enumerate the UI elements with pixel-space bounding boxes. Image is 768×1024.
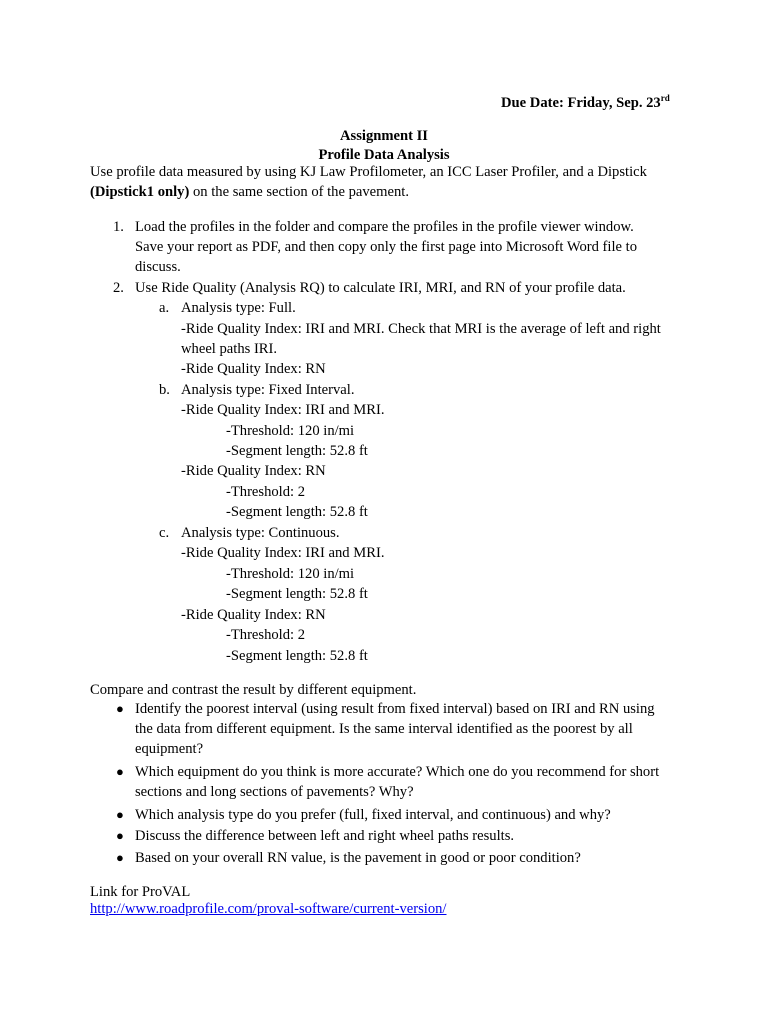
substep-c-line-1: -Ride Quality Index: IRI and MRI.: [181, 545, 385, 561]
substep-c-letter: c.: [159, 525, 170, 541]
bullet-1-line-1: Identify the poorest interval (using result from fixed interval) based on IRI and RN using: [135, 701, 655, 717]
substep-c-line-6: -Segment length: 52.8 ft: [226, 648, 368, 664]
step-2-line-1: Use Ride Quality (Analysis RQ) to calculate IRI, MRI, and RN of your profile data.: [135, 280, 626, 296]
substep-a-title: Analysis type: Full.: [181, 300, 296, 316]
substep-b-line-3: -Segment length: 52.8 ft: [226, 443, 368, 459]
substep-c-line-4: -Ride Quality Index: RN: [181, 607, 326, 623]
bullet-2-dot: ●: [116, 764, 124, 779]
bullet-3-line-1: Which analysis type do you prefer (full, fixed interval, and continuous) and why?: [135, 807, 611, 823]
substep-a-line-3: -Ride Quality Index: RN: [181, 361, 326, 377]
step-1-number: 1.: [113, 219, 124, 235]
assignment-subtitle: Profile Data Analysis: [318, 147, 450, 163]
substep-b-line-5: -Threshold: 2: [226, 484, 306, 500]
proval-label: Link for ProVAL: [90, 884, 191, 900]
substep-c-line-3: -Segment length: 52.8 ft: [226, 586, 368, 602]
bullet-1-line-2: the data from different equipment. Is the same interval identified as the poorest by all: [135, 721, 633, 737]
step-1-line-1: Load the profiles in the folder and compare the profiles in the profile viewer window.: [135, 219, 634, 235]
intro-line-2: (Dipstick1 only) on the same section of the pavement.: [90, 184, 409, 200]
substep-c-line-5: -Threshold: 2: [226, 627, 306, 643]
substep-b-title: Analysis type: Fixed Interval.: [181, 382, 355, 398]
step-1-line-3: discuss.: [135, 259, 181, 275]
bullet-1-line-3: equipment?: [135, 741, 204, 757]
bullet-1-dot: ●: [116, 701, 124, 716]
step-1-line-2: Save your report as PDF, and then copy only the first page into Microsoft Word file to: [135, 239, 637, 255]
substep-b-letter: b.: [159, 382, 170, 398]
substep-b-line-6: -Segment length: 52.8 ft: [226, 504, 368, 520]
assignment-title: Assignment II: [340, 128, 428, 144]
bullet-5-dot: ●: [116, 850, 124, 865]
due-date: Due Date: Friday, Sep. 23rd: [501, 93, 670, 111]
substep-b-line-4: -Ride Quality Index: RN: [181, 463, 326, 479]
substep-b-line-2: -Threshold: 120 in/mi: [226, 423, 355, 439]
proval-link[interactable]: http://www.roadprofile.com/proval-software/current-version/: [90, 901, 447, 917]
substep-a-letter: a.: [159, 300, 170, 316]
bullet-2-line-2: sections and long sections of pavements? Why?: [135, 784, 414, 800]
bullet-2-line-1: Which equipment do you think is more accurate? Which one do you recommend for short: [135, 764, 660, 780]
substep-b-line-1: -Ride Quality Index: IRI and MRI.: [181, 402, 385, 418]
step-2-number: 2.: [113, 280, 124, 296]
substep-a-line-1: -Ride Quality Index: IRI and MRI. Check that MRI is the average of left and right: [181, 321, 661, 337]
substep-c-line-2: -Threshold: 120 in/mi: [226, 566, 355, 582]
compare-heading: Compare and contrast the result by different equipment.: [90, 682, 417, 698]
substep-a-line-2: wheel paths IRI.: [181, 341, 278, 357]
substep-c-title: Analysis type: Continuous.: [181, 525, 340, 541]
intro-line-1: Use profile data measured by using KJ Law Profilometer, an ICC Laser Profiler, and a Dipstick: [90, 164, 647, 180]
bullet-5-line-1: Based on your overall RN value, is the pavement in good or poor condition?: [135, 850, 581, 866]
bullet-3-dot: ●: [116, 807, 124, 822]
bullet-4-line-1: Discuss the difference between left and right wheel paths results.: [135, 828, 515, 844]
bullet-4-dot: ●: [116, 828, 124, 843]
